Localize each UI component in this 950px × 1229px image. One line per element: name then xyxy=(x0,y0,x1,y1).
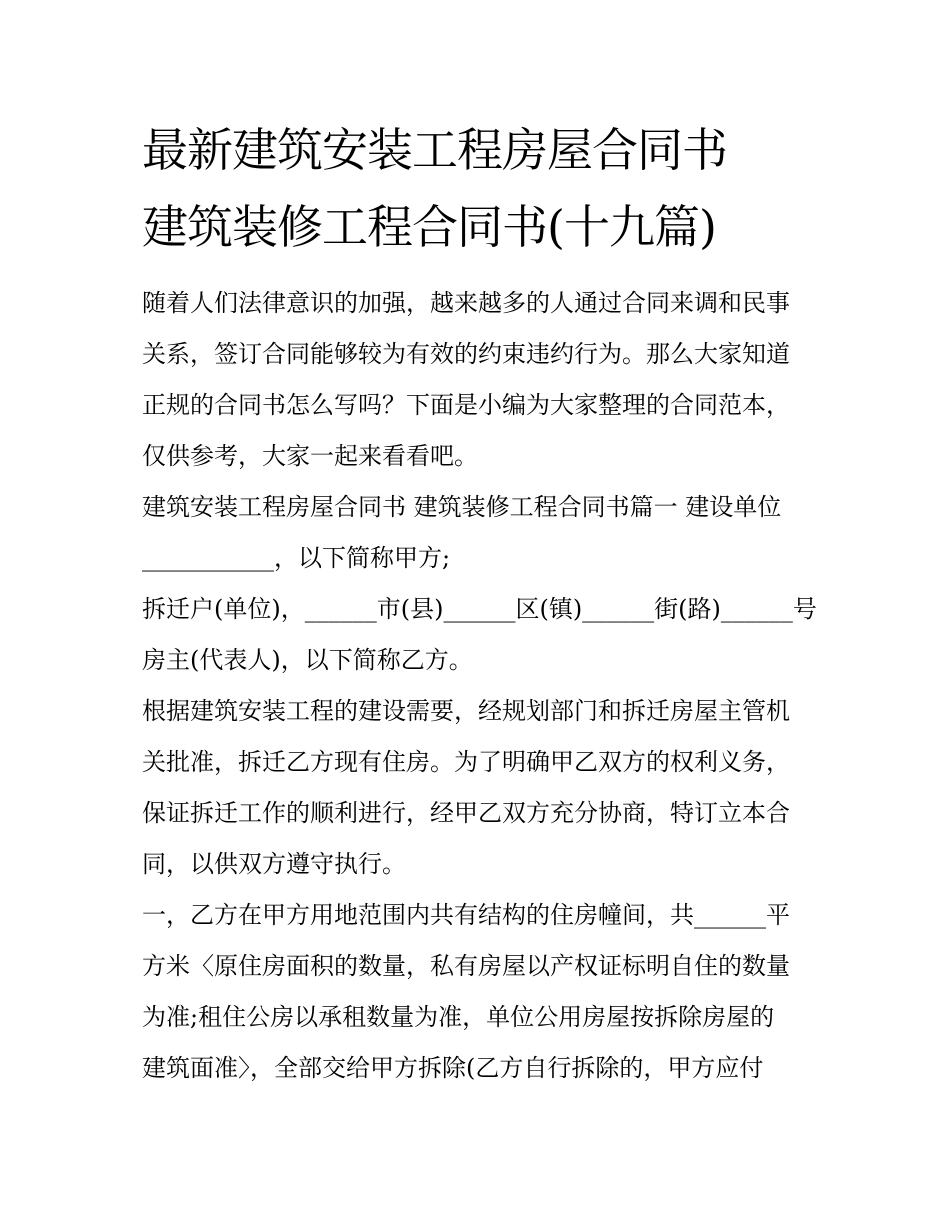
body-line: 仅供参考，大家一起来看看吧。 xyxy=(142,442,478,470)
body-line: 同，以供双方遵守执行。 xyxy=(142,850,406,878)
document-body xyxy=(142,278,822,1094)
body-line: 拆迁户(单位)，______市(县)______区(镇)______街(路)______号 xyxy=(142,595,817,623)
body-line: 房主(代表人)，以下简称乙方。 xyxy=(142,646,473,674)
body-line: 一，乙方在甲方用地范围内共有结构的住房幢间，共______平 xyxy=(142,901,790,929)
title-line-2: 建筑装修工程合同书(十九篇) xyxy=(142,200,716,254)
title-line-1: 最新建筑安装工程房屋合同书 xyxy=(142,123,727,177)
body-line: 建筑安装工程房屋合同书 建筑装修工程合同书篇一 建设单位 xyxy=(142,493,782,521)
body-line: 关系，签订合同能够较为有效的约束违约行为。那么大家知道 xyxy=(142,340,790,368)
body-line: ___________，以下简称甲方; xyxy=(142,544,451,572)
body-line: 根据建筑安装工程的建设需要，经规划部门和拆迁房屋主管机 xyxy=(142,697,790,725)
body-line: 保证拆迁工作的顺利进行，经甲乙双方充分协商，特订立本合 xyxy=(142,799,790,827)
body-line: 正规的合同书怎么写吗？下面是小编为大家整理的合同范本， xyxy=(142,391,790,419)
body-line: 随着人们法律意识的加强，越来越多的人通过合同来调和民事 xyxy=(142,289,790,317)
body-line: 建筑面准〉，全部交给甲方拆除(乙方自行拆除的，甲方应付 xyxy=(142,1054,764,1082)
body-line: 关批准，拆迁乙方现有住房。为了明确甲乙双方的权利义务， xyxy=(142,748,790,776)
document-title xyxy=(142,112,832,266)
body-line: 方米〈原住房面积的数量，私有房屋以产权证标明自住的数量 xyxy=(142,952,790,980)
body-line: 为准;租住公房以承租数量为准，单位公用房屋按拆除房屋的 xyxy=(142,1003,775,1031)
